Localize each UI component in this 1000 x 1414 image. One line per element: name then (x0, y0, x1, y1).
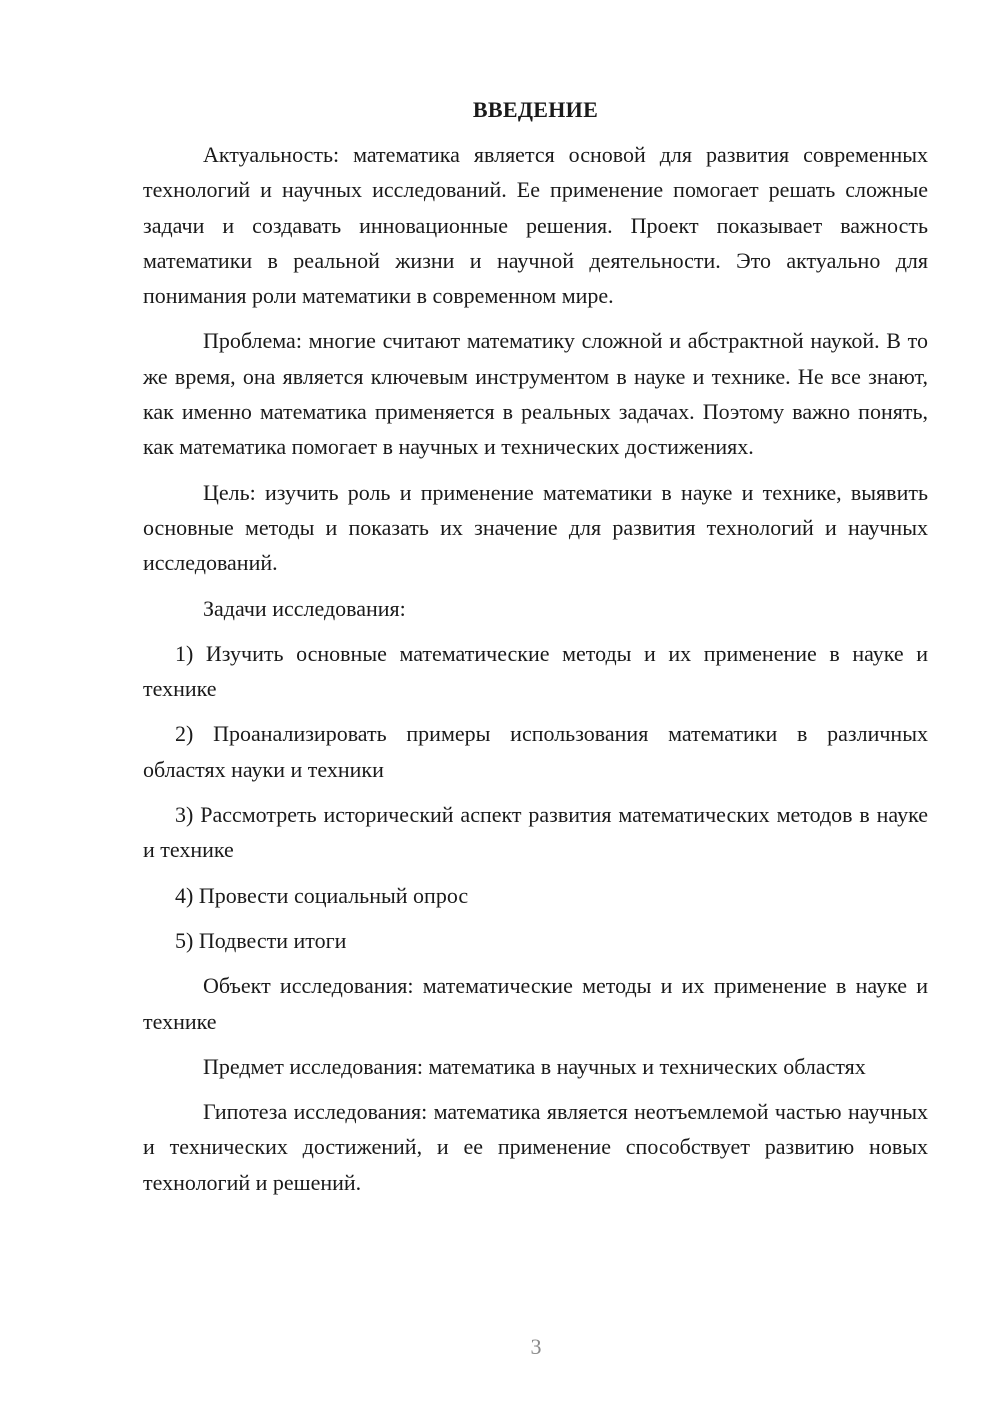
paragraph-tasks-heading: Задачи исследования: (203, 595, 406, 621)
task-item-1: 1) Изучить основные математические методы и их применение в науке и технике (143, 640, 928, 702)
document-page (143, 92, 928, 1210)
paragraph-goal: Цель: изучить роль и применение математики в науке и технике, выявить основные методы и показать их значение для развития технологий и научных исследований. (143, 479, 928, 576)
task-item-4: 4) Провести социальный опрос (175, 882, 469, 908)
task-item-2: 2) Проанализировать примеры использования математики в различных областях науки и техники (143, 721, 928, 782)
task-item-3: 3) Рассмотреть исторический аспект развития математических методов в науке и технике (143, 802, 928, 863)
paragraph-subject: Предмет исследования: математика в научных и технических областях (203, 1053, 866, 1079)
task-item-5: 5) Подвести итоги (175, 927, 347, 953)
page-number: 3 (530, 1334, 542, 1359)
paragraph-object: Объект исследования: математические методы и их применение в науке и технике (143, 973, 928, 1034)
paragraph-hypothesis: Гипотеза исследования: математика является неотъемлемой частью научных и технических достижений, и ее применение способствует развитию новых технологий и решений. (143, 1099, 928, 1195)
paragraph-problem: Проблема: многие считают математику сложной и абстрактной наукой. В то же время, она является ключевым инструментом в науке и технике. Не все знают, как именно математика применяется в реальных задачах. Поэтому важно понять, как математика помогает в научных и технических достижениях. (143, 328, 928, 460)
paragraph-relevance: Актуальность: математика является основой для развития современных технологий и научных исследований. Ее применение помогает решать сложные задачи и создавать инновационные решения. Проект показывает важность математики в реальной жизни и научной деятельности. Это актуально для понимания роли математики в современном мире. (143, 142, 928, 309)
section-title: ВВЕДЕНИЕ (472, 97, 599, 122)
